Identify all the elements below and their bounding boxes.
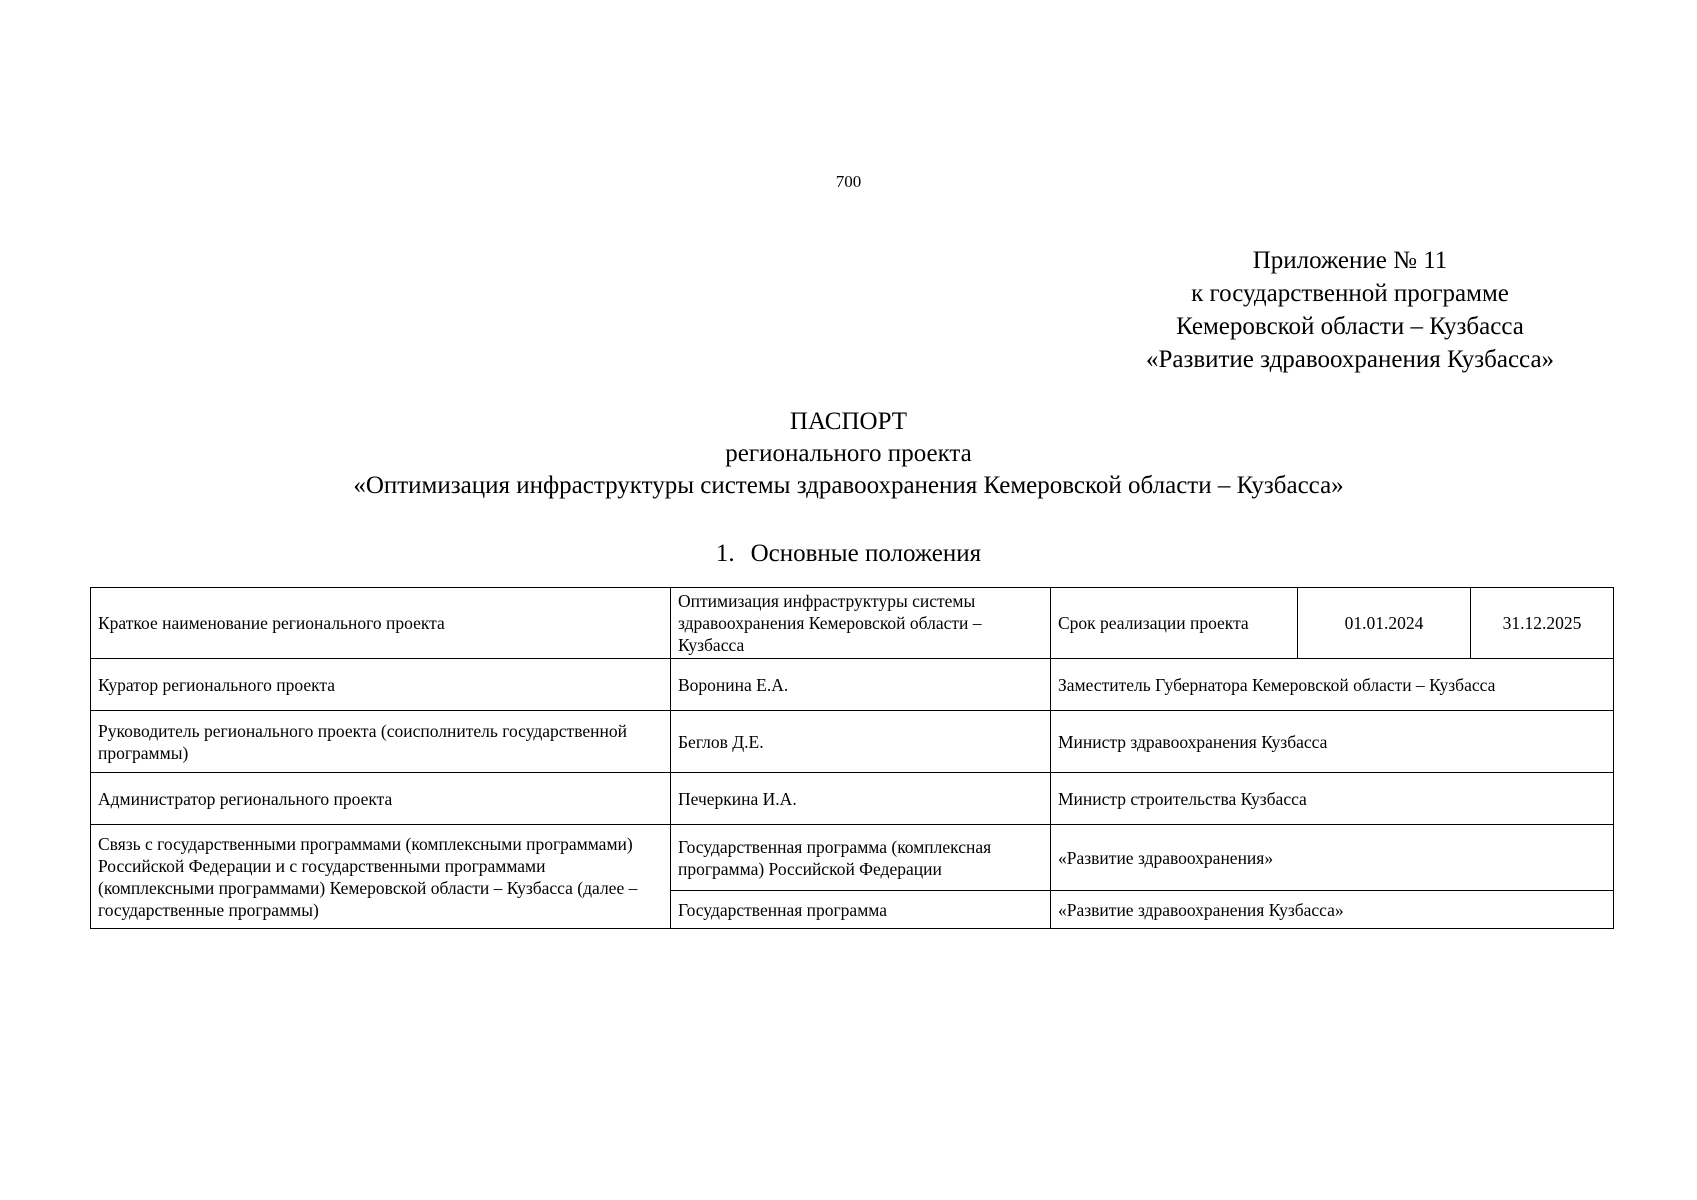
head-label: Руководитель регионального проекта (соисполнитель государственной программы): [91, 711, 671, 773]
administrator-name: Печеркина И.А.: [671, 773, 1051, 825]
administrator-label: Администратор регионального проекта: [91, 773, 671, 825]
page-number: 700: [835, 172, 862, 191]
short-name-label: Краткое наименование регионального проекта: [91, 588, 671, 659]
main-provisions-table: [90, 587, 1614, 929]
curator-name: Воронина Е.А.: [671, 659, 1051, 711]
passport-title: ПАСПОРТ: [789, 408, 908, 435]
section-number: 1.: [715, 540, 735, 567]
passport-title-block: [0, 406, 1697, 502]
period-label: Срок реализации проекта: [1051, 588, 1298, 659]
project-name: «Оптимизация инфраструктуры системы здравоохранения Кемеровской области – Кузбасса»: [353, 472, 1344, 499]
table-row: [91, 773, 1614, 825]
curator-label: Куратор регионального проекта: [91, 659, 671, 711]
regional-program-type: Государственная программа: [671, 891, 1051, 929]
appendix-line-2: к государственной программе: [1191, 280, 1509, 307]
head-position: Министр здравоохранения Кузбасса: [1051, 711, 1614, 773]
head-name: Беглов Д.Е.: [671, 711, 1051, 773]
table-row: [91, 588, 1614, 659]
appendix-line-1: Приложение № 11: [1252, 247, 1448, 274]
section-heading: [0, 538, 1697, 570]
programs-link-label: Связь с государственными программами (комплексными программами) Российской Федерации и с государственными программами (комплексными программами) Кемеровской области – Кузбасса (далее – государственные программы): [91, 825, 671, 929]
table-row: [91, 659, 1614, 711]
federal-program-name: «Развитие здравоохранения»: [1051, 825, 1614, 891]
start-date: 01.01.2024: [1298, 588, 1471, 659]
appendix-line-4: «Развитие здравоохранения Кузбасса»: [1145, 346, 1555, 373]
appendix-line-3: Кемеровской области – Кузбасса: [1176, 313, 1524, 340]
table-row: [91, 711, 1614, 773]
administrator-position: Министр строительства Кузбасса: [1051, 773, 1614, 825]
table-row: [91, 825, 1614, 891]
end-date: 31.12.2025: [1471, 588, 1614, 659]
section-title: Основные положения: [750, 540, 982, 567]
passport-subtitle: регионального проекта: [725, 440, 972, 467]
short-name-value: Оптимизация инфраструктуры системы здравоохранения Кемеровской области – Кузбасса: [671, 588, 1051, 659]
appendix-block: [1080, 244, 1620, 376]
federal-program-type: Государственная программа (комплексная программа) Российской Федерации: [671, 825, 1051, 891]
regional-program-name: «Развитие здравоохранения Кузбасса»: [1051, 891, 1614, 929]
curator-position: Заместитель Губернатора Кемеровской области – Кузбасса: [1051, 659, 1614, 711]
